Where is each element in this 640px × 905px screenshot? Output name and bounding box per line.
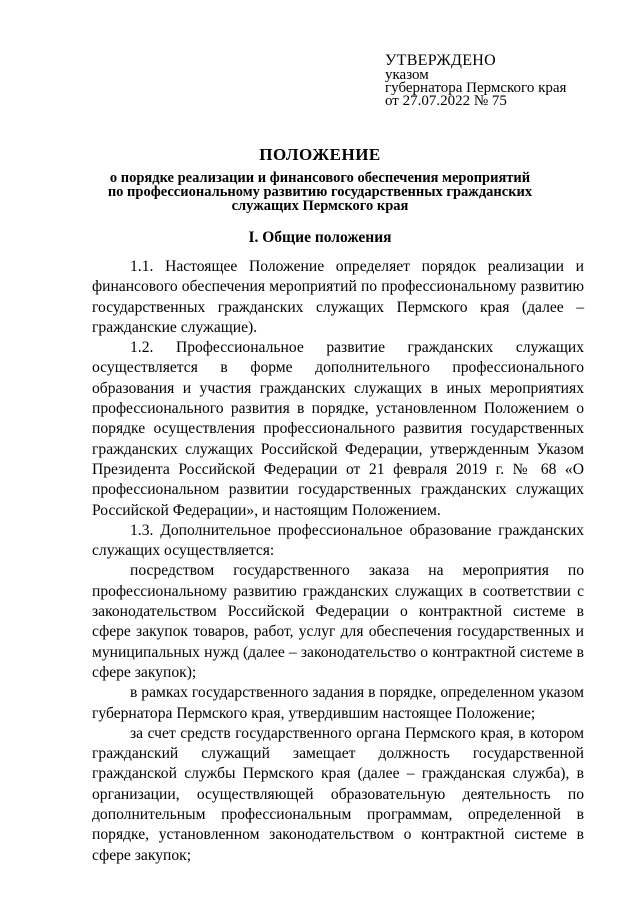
subtitle-line-3: служащих Пермского края — [231, 198, 409, 214]
paragraph-1-1: 1.1. Настоящее Положение определяет порядок реализации и финансового обеспечения мероприятий по профессиональному развитию государственных гражданских служащих Пермского края (далее – гражданские служащие). — [92, 258, 584, 336]
section-heading: I. Общие положения — [248, 229, 392, 246]
paragraph-1-2: 1.2. Профессиональное развитие гражданских служащих осуществляется в форме дополнительного профессионального образования и участия гражданских служащих в иных мероприятиях профессионального развития в порядке, установленном Положением о порядке осуществления профессионального развития государственных гражданских служащих Российской Федерации, утвержденным Указом Президента Российской Федерации от 21 февраля 2019 г. № 68 «О профессиональном развитии государственных гражданских служащих Российской Федерации», и настоящим Положением. — [92, 339, 584, 519]
subtitle-line-2: по профессиональному развитию государственных гражданских — [107, 184, 533, 200]
paragraph-own-funds: за счет средств государственного органа Пермского края, в котором гражданский служащий замещает должность государственной гражданской службы Пермского края (далее – гражданская служба), в организации, осуществляющей образовательную деятельность по дополнительным профессиональным программам, определенной в порядке, установленном законодательством о контрактной системе в сфере закупок; — [92, 724, 584, 864]
paragraph-state-task: в рамках государственного задания в порядке, определенном указом губернатора Пермского края, утвердившим настоящее Положение; — [92, 684, 584, 722]
approval-line-2: губернатора Пермского края — [385, 80, 567, 96]
approval-stamp — [385, 54, 566, 108]
approval-line-3: от 27.07.2022 № 75 — [385, 93, 507, 109]
document-subtitle — [0, 171, 640, 213]
document-title: ПОЛОЖЕНИЕ — [259, 145, 381, 164]
paragraph-state-order: посредством государственного заказа на мероприятия по профессиональному развитию гражданских служащих в соответствии с законодательством Российской Федерации о контрактной системе в сфере закупок товаров, работ, услуг для обеспечения государственных и муниципальных нужд (далее – законодательство о контрактной системе в сфере закупок); — [92, 562, 584, 681]
subtitle-line-1: о порядке реализации и финансового обеспечения мероприятий — [109, 170, 531, 186]
document-body — [92, 257, 584, 866]
approval-heading: УТВЕРЖДЕНО — [385, 52, 497, 69]
paragraph-1-3: 1.3. Дополнительное профессиональное образование гражданских служащих осуществляется: — [92, 521, 584, 560]
approval-line-1: указом — [385, 67, 429, 83]
